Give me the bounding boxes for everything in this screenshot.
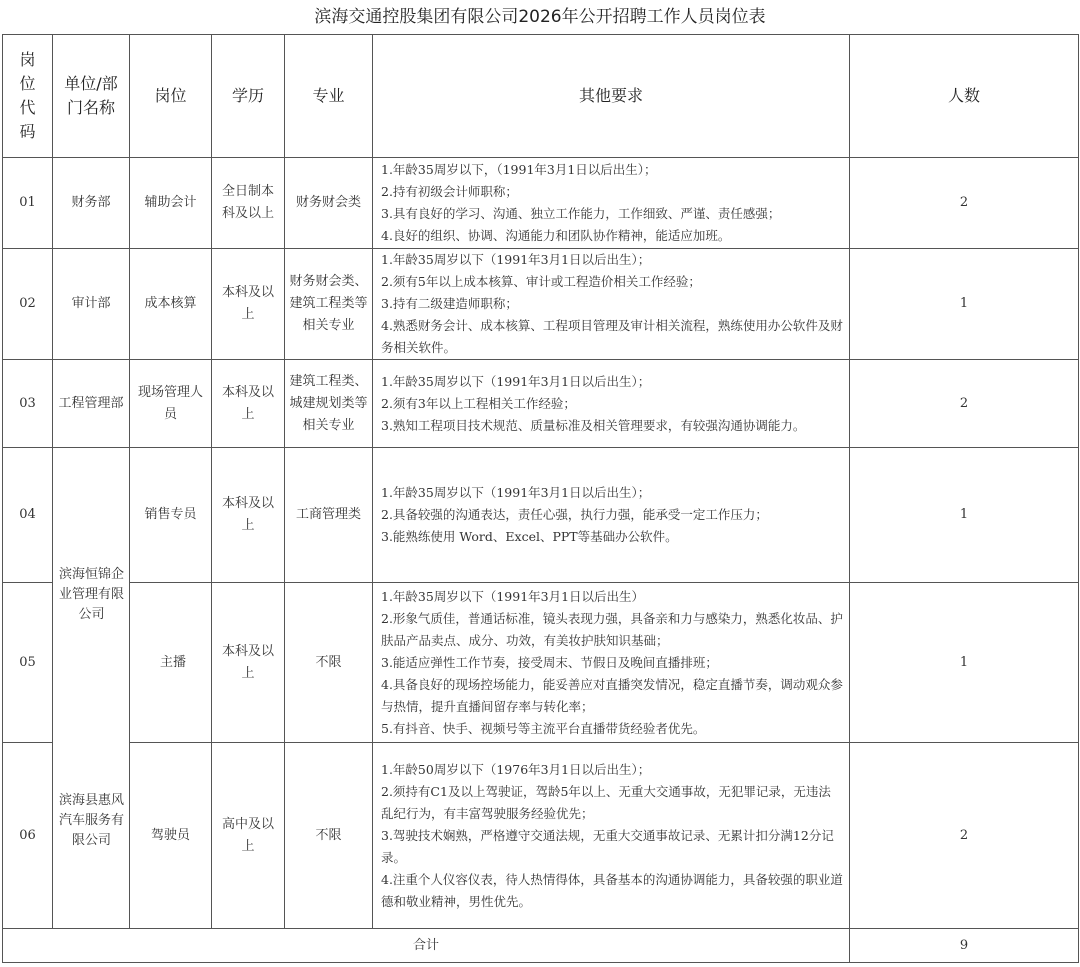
cell-code: 02 [3, 249, 53, 360]
cell-education: 高中及以上 [212, 743, 285, 929]
cell-requirements: 1.年龄35周岁以下，（1991年3月1日以后出生）； 2.持有初级会计师职称； 3.具有良好的学习、沟通、独立工作能力，工作细致、严谨、责任感强； 4.良好的组织、协调、沟通能力和团队协作精神，能适应加班。 [373, 158, 850, 249]
table-row [3, 360, 1079, 448]
cell-unit-merged [53, 448, 130, 929]
cell-post: 驾驶员 [130, 743, 212, 929]
header-code: 岗 位 代 码 [3, 35, 53, 158]
header-post: 岗位 [130, 35, 212, 158]
unit-hengjin: 滨海恒锦企业管理有限公司 [58, 567, 124, 622]
cell-major: 财务财会类、建筑工程类等相关专业 [285, 249, 373, 360]
cell-count: 1 [850, 448, 1079, 583]
cell-major: 不限 [285, 743, 373, 929]
cell-major: 工商管理类 [285, 448, 373, 583]
cell-post: 现场管理人员 [130, 360, 212, 448]
recruitment-table [2, 34, 1079, 963]
total-label: 合计 [3, 929, 850, 963]
cell-unit: 财务部 [53, 158, 130, 249]
page-title: 滨海交通控股集团有限公司2026年公开招聘工作人员岗位表 [314, 7, 766, 27]
total-row [3, 929, 1079, 963]
cell-count: 2 [850, 158, 1079, 249]
cell-requirements: 1.年龄35周岁以下（1991年3月1日以后出生）； 2.具备较强的沟通表达，责任心强，执行力强，能承受一定工作压力； 3.能熟练使用 Word、Excel、PPT等基础办公软件。 [373, 448, 850, 583]
table-row [3, 743, 1079, 929]
cell-education: 本科及以上 [212, 448, 285, 583]
cell-major: 不限 [285, 583, 373, 743]
cell-count: 1 [850, 249, 1079, 360]
cell-major: 建筑工程类、城建规划类等相关专业 [285, 360, 373, 448]
table-row [3, 249, 1079, 360]
header-requirements: 其他要求 [373, 35, 850, 158]
cell-code: 03 [3, 360, 53, 448]
header-education: 学历 [212, 35, 285, 158]
cell-major: 财务财会类 [285, 158, 373, 249]
header-unit: 单位/部门名称 [53, 35, 130, 158]
cell-post: 主播 [130, 583, 212, 743]
unit-huifeng: 滨海县惠风汽车服务有限公司 [58, 793, 124, 848]
cell-code: 01 [3, 158, 53, 249]
cell-count: 2 [850, 743, 1079, 929]
cell-post: 成本核算 [130, 249, 212, 360]
table-row [3, 583, 1079, 743]
cell-count: 2 [850, 360, 1079, 448]
cell-requirements: 1.年龄50周岁以下（1976年3月1日以后出生）； 2.须持有C1及以上驾驶证，驾龄5年以上、无重大交通事故，无犯罪记录，无违法乱纪行为，有丰富驾驶服务经验优先； 3.驾驶技术娴熟，严格遵守交通法规，无重大交通事故记录、无累计扣分满12分记录。 4.注重个人仪容仪表，待人热情得体，具备基本的沟通协调能力，具备较强的职业道德和敬业精神，男性优先。 [373, 743, 850, 929]
cell-education: 本科及以上 [212, 360, 285, 448]
cell-requirements: 1.年龄35周岁以下（1991年3月1日以后出生） 2.形象气质佳，普通话标准，镜头表现力强，具备亲和力与感染力，熟悉化妆品、护肤品产品卖点、成分、功效，有美妆护肤知识基础； 3.能适应弹性工作节奏，接受周末、节假日及晚间直播排班； 4.具备良好的现场控场能力，能妥善应对直播突发情况，稳定直播节奏，调动观众参与热情，提升直播间留存率与转化率； 5.有抖音、快手、视频号等主流平台直播带货经验者优先。 [373, 583, 850, 743]
header-major: 专业 [285, 35, 373, 158]
header-row [3, 35, 1079, 158]
cell-education: 全日制本科及以上 [212, 158, 285, 249]
table-row [3, 448, 1079, 583]
cell-requirements: 1.年龄35周岁以下（1991年3月1日以后出生）； 2.须有5年以上成本核算、审计或工程造价相关工作经验； 3.持有二级建造师职称； 4.熟悉财务会计、成本核算、工程项目管理及审计相关流程，熟练使用办公软件及财务相关软件。 [373, 249, 850, 360]
cell-code: 04 [3, 448, 53, 583]
cell-requirements: 1.年龄35周岁以下（1991年3月1日以后出生）； 2.须有3年以上工程相关工作经验； 3.熟知工程项目技术规范、质量标准及相关管理要求，有较强沟通协调能力。 [373, 360, 850, 448]
table-row [3, 158, 1079, 249]
cell-code: 06 [3, 743, 53, 929]
total-value: 9 [850, 929, 1079, 963]
cell-unit: 审计部 [53, 249, 130, 360]
cell-post: 销售专员 [130, 448, 212, 583]
cell-count: 1 [850, 583, 1079, 743]
cell-post: 辅助会计 [130, 158, 212, 249]
cell-unit: 工程管理部 [53, 360, 130, 448]
cell-education: 本科及以上 [212, 583, 285, 743]
header-count: 人数 [850, 35, 1079, 158]
cell-code: 05 [3, 583, 53, 743]
cell-education: 本科及以上 [212, 249, 285, 360]
